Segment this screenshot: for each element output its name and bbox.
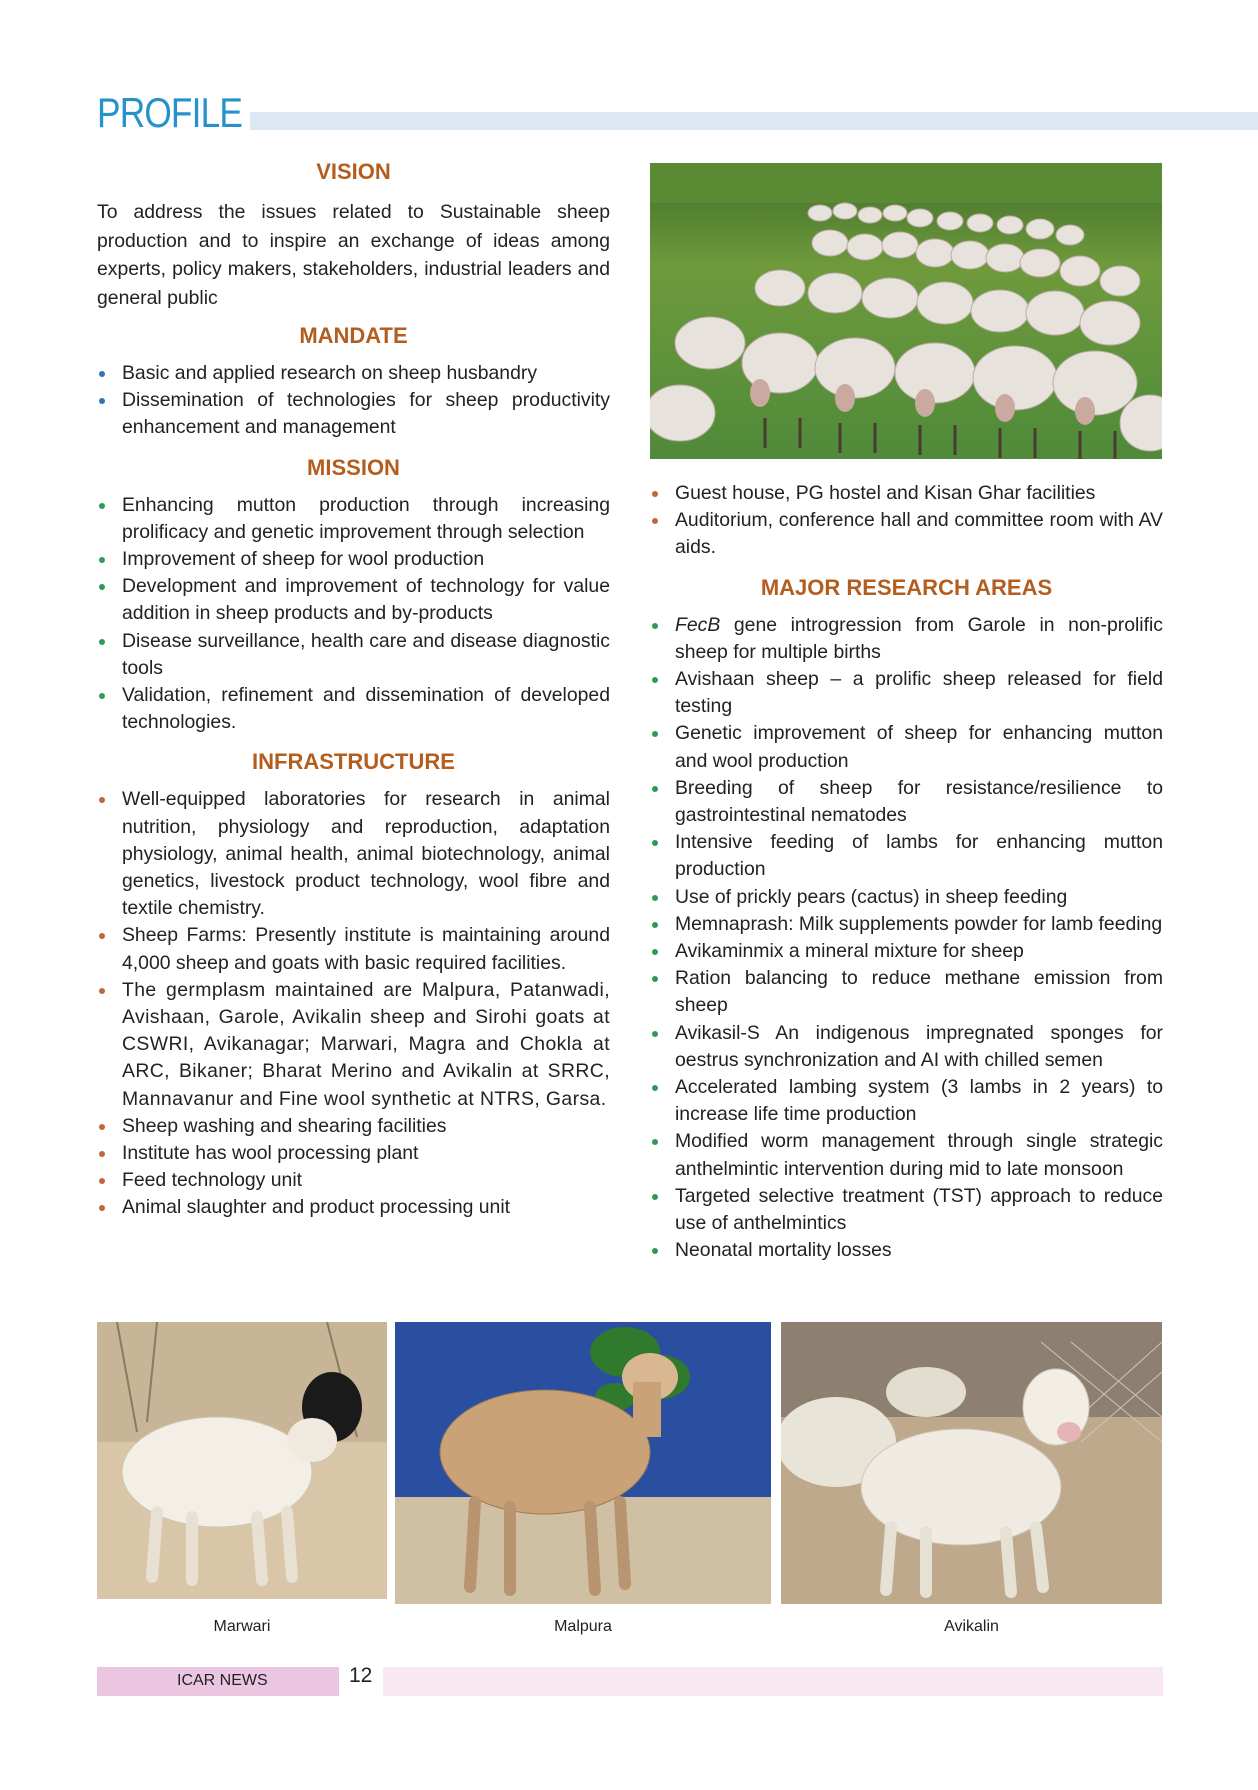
bullet-icon [99, 371, 105, 377]
malpura-photo [395, 1322, 771, 1604]
research-heading: MAJOR RESEARCH AREAS [760, 574, 1053, 600]
list-item: Genetic improvement of sheep for enhancing mutton and wool production [650, 720, 1163, 774]
list-item: Well-equipped laboratories for research in animal nutrition, physiology and reproduction, adaptation physiology, animal health, animal biotechnology, animal genetics, livestock product technology, wool fibre and textile chemistry. [97, 786, 610, 922]
infrastructure-heading: INFRASTRUCTURE [252, 749, 455, 775]
infrastructure-continued-list [650, 480, 1163, 562]
bullet-icon [99, 557, 105, 563]
page-number: 12 [349, 1664, 373, 1687]
list-item: Avikaminmix a mineral mixture for sheep [650, 938, 1163, 965]
list-item: Dissemination of technologies for sheep productivity enhancement and management [97, 387, 610, 441]
list-item: The germplasm maintained are Malpura, Patanwadi, Avishaan, Garole, Avikalin sheep and Sirohi goats at CSWRI, Avikanagar; Marwari, Magra and Chokla at ARC, Bikaner; Bharat Merino and Avikalin at SRRC, Mannavanur and Fine wool synthetic at NTRS, Garsa. [97, 977, 610, 1113]
list-item: Improvement of sheep for wool production [97, 546, 610, 573]
mission-list [97, 492, 610, 737]
bullet-icon [652, 1248, 658, 1254]
list-item: Development and improvement of technology for value addition in sheep products and by-products [97, 573, 610, 627]
list-item: Sheep Farms: Presently institute is maintaining around 4,000 sheep and goats with basic required facilities. [97, 922, 610, 976]
list-item: Basic and applied research on sheep husbandry [97, 360, 610, 387]
bullet-icon [652, 976, 658, 982]
bullet-icon [652, 1194, 658, 1200]
vision-heading: VISION [316, 159, 391, 184]
bullet-icon [652, 922, 658, 928]
caption-avikalin: Avikalin [944, 1618, 999, 1635]
flock-photo [650, 163, 1162, 459]
list-item: Breeding of sheep for resistance/resilience to gastrointestinal nematodes [650, 775, 1163, 829]
right-column [650, 480, 1163, 1264]
bullet-icon [652, 840, 658, 846]
bullet-icon [652, 1085, 658, 1091]
list-item: FecB gene introgression from Garole in non-prolific sheep for multiple births [650, 612, 1163, 666]
bullet-icon [99, 398, 105, 404]
bullet-icon [99, 693, 105, 699]
list-item: Disease surveillance, health care and disease diagnostic tools [97, 628, 610, 682]
bullet-icon [99, 988, 105, 994]
mission-heading: MISSION [307, 454, 400, 480]
bullet-icon [99, 797, 105, 803]
list-item: Avishaan sheep – a prolific sheep released for field testing [650, 666, 1163, 720]
infrastructure-list [97, 786, 610, 1221]
list-item: Ration balancing to reduce methane emission from sheep [650, 965, 1163, 1019]
footer-label: ICAR NEWS [177, 1672, 268, 1689]
title-rule [250, 112, 1258, 130]
list-item: Enhancing mutton production through increasing prolificacy and genetic improvement through selection [97, 492, 610, 546]
vision-text: To address the issues related to Sustainable sheep production and to inspire an exchange of ideas among experts, policy makers, stakeholders, industrial leaders and general public [97, 201, 610, 309]
bullet-icon [99, 584, 105, 590]
list-item: Validation, refinement and dissemination of developed technologies. [97, 682, 610, 736]
footer-bar [383, 1667, 1163, 1696]
bullet-icon [652, 895, 658, 901]
bullet-icon [652, 786, 658, 792]
bullet-icon [99, 1205, 105, 1211]
bullet-icon [99, 933, 105, 939]
marwari-photo [97, 1322, 387, 1599]
list-item: Auditorium, conference hall and committee room with AV aids. [650, 507, 1163, 561]
list-item: Guest house, PG hostel and Kisan Ghar facilities [650, 480, 1163, 507]
caption-marwari: Marwari [213, 1618, 271, 1635]
list-item: Avikasil-S An indigenous impregnated sponges for oestrus synchronization and AI with chilled semen [650, 1020, 1163, 1074]
footer-label-bar [97, 1667, 339, 1696]
list-item: Feed technology unit [97, 1167, 610, 1194]
list-item: Sheep washing and shearing facilities [97, 1113, 610, 1140]
left-column [97, 158, 610, 1222]
bullet-icon [652, 949, 658, 955]
bullet-icon [652, 1139, 658, 1145]
mandate-list [97, 360, 610, 442]
bullet-icon [99, 639, 105, 645]
bullet-icon [99, 1124, 105, 1130]
list-item: Modified worm management through single strategic anthelmintic intervention during mid to late monsoon [650, 1128, 1163, 1182]
bullet-icon [652, 1031, 658, 1037]
bullet-icon [99, 1151, 105, 1157]
bullet-icon [652, 623, 658, 629]
list-item: Memnaprash: Milk supplements powder for lamb feeding [650, 911, 1163, 938]
list-item: Intensive feeding of lambs for enhancing mutton production [650, 829, 1163, 883]
page-title: PROFILE [97, 89, 243, 136]
bullet-icon [652, 731, 658, 737]
list-item: Animal slaughter and product processing unit [97, 1194, 610, 1221]
avikalin-photo [781, 1322, 1162, 1604]
caption-malpura: Malpura [554, 1618, 612, 1635]
bullet-icon [652, 518, 658, 524]
research-list [650, 612, 1163, 1265]
list-item: Neonatal mortality losses [650, 1237, 1163, 1264]
bullet-icon [99, 503, 105, 509]
mandate-heading: MANDATE [299, 323, 408, 348]
bullet-icon [99, 1178, 105, 1184]
list-item: Institute has wool processing plant [97, 1140, 610, 1167]
bullet-icon [652, 491, 658, 497]
list-item: Targeted selective treatment (TST) approach to reduce use of anthelmintics [650, 1183, 1163, 1237]
list-item: Accelerated lambing system (3 lambs in 2 years) to increase life time production [650, 1074, 1163, 1128]
list-item: Use of prickly pears (cactus) in sheep feeding [650, 884, 1163, 911]
bullet-icon [652, 677, 658, 683]
